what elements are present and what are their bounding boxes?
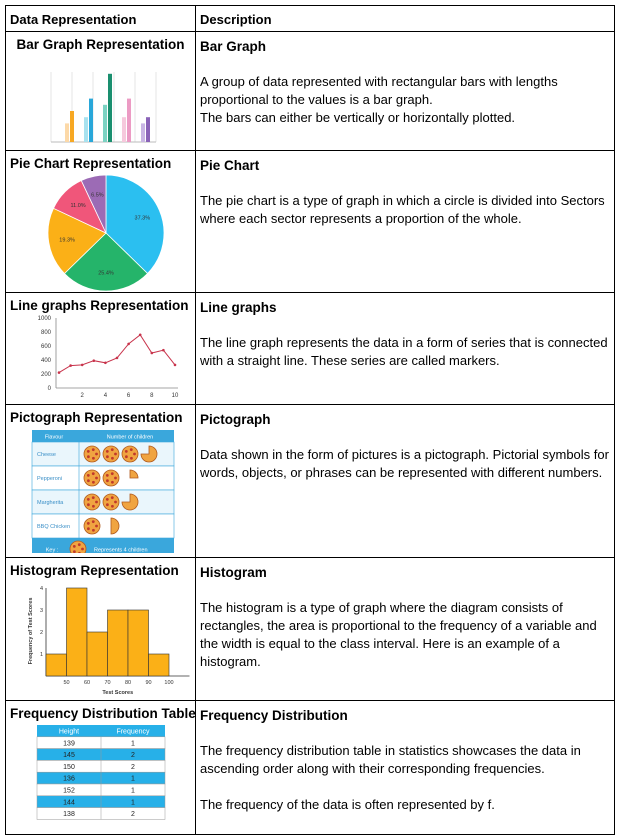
line-x-tick-label: 2 [80,393,84,399]
line-graph-desc-line: The line graph represents the data in a form of series that is connected with a straight line. These series are called markers. [200,335,608,368]
bar-graph-chart [6,52,195,147]
pie-chart [6,171,195,291]
line-point [93,359,96,362]
pizza-topping [133,453,136,456]
bar-mark [146,117,150,142]
line-y-tick-label: 400 [40,358,51,364]
hist-x-tick-label: 100 [164,680,174,686]
bar-graph-cell [6,32,196,151]
line-graph-desc-title: Line graphs [200,300,277,315]
pizza-topping [111,457,114,460]
pizza-topping [106,474,109,477]
bar-graph-desc-title: Bar Graph [200,39,267,54]
hist-y-tick-label: 2 [39,630,43,636]
pizza-topping [111,472,114,475]
line-x-tick-label: 4 [103,393,108,399]
hist-bar [128,610,149,676]
pizza-topping [92,472,95,475]
pizza-topping [87,455,90,458]
row-line-graph [6,293,615,405]
pizza-topping [111,496,114,499]
line-y-tick-label: 800 [40,330,51,336]
pizza-topping [130,457,133,460]
hist-y-tick-label: 3 [39,608,43,614]
bar-mark [122,117,126,142]
pizza-topping [125,450,128,453]
bar-mark [84,117,88,142]
pie-chart-cell [6,151,196,293]
histogram-description-cell [196,558,615,701]
bar-graph-desc-line: The bars can either be vertically or horizontally plotted. [200,110,516,125]
pizza-topping [92,505,95,508]
header-row [6,6,615,32]
pizza-topping [111,505,114,508]
pizza-topping [106,498,109,501]
freq-header-height: Height [58,728,80,736]
freq-header-frequency: Frequency [116,728,150,736]
pizza-topping [130,448,133,451]
pizza-topping [125,455,128,458]
bar-graph-description-cell [196,32,615,151]
line-point [104,362,107,365]
pizza-topping [106,479,109,482]
frequency-table-title: Frequency Distribution Table [10,706,196,721]
bar-mark [65,123,69,142]
freq-height-value: 150 [63,763,75,771]
frequency-table [6,721,195,831]
freq-height-value: 136 [63,775,75,783]
pizza-topping [106,503,109,506]
histogram-title: Histogram Representation [10,563,179,578]
pizza-topping [106,455,109,458]
line-graph-chart [6,313,195,403]
line-y-tick-label: 200 [40,372,51,378]
line-x-tick-label: 8 [150,393,154,399]
pie-slice-label: 6.5% [91,192,104,199]
histogram-cell [6,558,196,701]
frequency-table-cell [6,701,196,835]
row-histogram [6,558,615,701]
pizza-topping [114,453,117,456]
pizza-topping [87,522,90,525]
line-point [69,364,72,367]
bar-mark [89,99,93,142]
pie-chart-description-cell [196,151,615,293]
picto-header-flavour: Flavour [44,434,64,441]
pizza-topping [111,481,114,484]
hist-bar [149,654,170,676]
hist-x-tick-label: 90 [145,680,152,686]
freq-height-value: 145 [63,752,75,760]
freq-height-value: 152 [63,787,75,795]
hist-bar [108,610,129,676]
pizza-topping [87,527,90,530]
pizza-topping [92,481,95,484]
pizza-topping [81,548,84,551]
pictograph-desc-title: Pictograph [200,412,271,427]
line-y-tick-label: 600 [40,344,51,350]
freq-frequency-value: 2 [131,811,135,819]
pie-slice-label: 11.0% [70,203,86,210]
histogram-desc-line: The histogram is a type of graph where the diagram consists of rectangles, the area is proportional to the frequency of a variable and the width is equal to the class interval. Here is an example of a histogram. [200,600,597,669]
row-pie-chart [6,151,615,293]
pictograph-desc-line: Data shown in the form of pictures is a pictograph. Pictorial symbols for words, objects, or phrases can be represented with different numbers. [200,447,609,480]
pictograph-description-cell [196,405,615,558]
frequency-desc-line: The frequency of the data is often represented by f. [200,797,495,812]
picto-key-label: Key : [45,547,59,553]
pie-slice-label: 19.3% [59,237,75,244]
header-cell-representation [6,6,196,32]
hist-bar [87,632,108,676]
pizza-topping [95,501,98,504]
pizza-topping [114,501,117,504]
freq-height-value: 144 [63,799,75,807]
picto-header-count: Number of children [106,434,154,441]
pizza-topping [78,543,81,546]
freq-frequency-value: 1 [131,740,135,748]
freq-frequency-value: 1 [131,799,135,807]
line-point [151,352,154,355]
frequency-desc-line: The frequency distribution table in statistics showcases the data in ascending order along with their corresponding frequencies. [200,743,581,776]
header-cell-description [196,6,615,32]
hist-bar [46,654,67,676]
pizza-topping [111,448,114,451]
hist-x-tick-label: 50 [63,680,70,686]
line-graph-title: Line graphs Representation [10,298,189,313]
pizza-topping [106,450,109,453]
pizza-topping [73,545,76,548]
histogram-chart [6,578,195,698]
hist-x-tick-label: 80 [124,680,132,686]
picto-key-text: Represents 4 children [94,547,148,553]
frequency-description-cell [196,701,615,835]
hist-bar [67,588,88,676]
freq-frequency-value: 1 [131,775,135,783]
comparison-table-wrapper [5,5,615,835]
line-series [59,335,175,373]
freq-height-value: 138 [63,811,75,819]
pizza-topping [95,525,98,528]
pizza-topping [92,457,95,460]
pizza-topping [114,477,117,480]
line-y-tick-label: 1000 [37,316,51,322]
line-point [162,349,165,352]
hist-x-tick-label: 60 [83,680,91,686]
header-representation-label: Data Representation [10,12,137,27]
pizza-topping [73,550,76,553]
pie-chart-title: Pie Chart Representation [10,156,172,171]
pictograph-title: Pictograph Representation [10,410,183,425]
line-point [174,364,177,367]
bar-graph-title: Bar Graph Representation [16,37,185,52]
pizza-topping [92,529,95,532]
frequency-desc-title: Frequency Distribution [200,708,348,723]
line-point [81,364,84,367]
hist-x-tick-label: 70 [104,680,111,686]
row-bar-graph [6,32,615,151]
picto-flavour-label: BBQ Chicken [37,524,71,530]
line-point [58,371,61,374]
pizza-topping [87,450,90,453]
header-description-label: Description [200,12,272,27]
pizza-topping [95,453,98,456]
pizza-topping [92,448,95,451]
pizza-topping [92,496,95,499]
bar-mark [127,99,131,142]
line-graph-cell [6,293,196,405]
pie-chart-desc-line: The pie chart is a type of graph in which a circle is divided into Sectors where each sector represents a proportion of the whole. [200,193,605,226]
freq-frequency-value: 2 [131,752,135,760]
line-point [116,357,119,360]
pie-slice-label: 25.4% [98,270,114,277]
picto-flavour-label: Margherita [37,500,64,506]
line-y-tick-label: 0 [47,386,51,392]
bar-graph-desc-line: A group of data represented with rectangular bars with lengths proportional to the values is a bar graph. [200,74,558,107]
pizza-topping [87,474,90,477]
pizza-key-icon [70,541,86,553]
freq-frequency-value: 2 [131,763,135,771]
line-graph-description-cell [196,293,615,405]
pizza-topping [87,498,90,501]
bar-mark [108,74,112,142]
hist-y-axis-title: Frequency of Test Scores [28,597,34,665]
bar-mark [103,105,107,142]
freq-height-value: 139 [63,740,75,748]
bar-mark [141,123,145,142]
picto-flavour-label: Cheese [37,452,56,458]
pictograph-chart [6,425,195,553]
pizza-topping [92,520,95,523]
pie-chart-desc-title: Pie Chart [200,158,260,173]
pictograph-cell [6,405,196,558]
bar-mark [70,111,74,142]
line-point [139,334,142,337]
line-x-tick-label: 6 [126,393,131,399]
line-x-tick-label: 10 [171,393,179,399]
pizza-topping [87,503,90,506]
line-point [127,343,130,346]
row-frequency-distribution [6,701,615,835]
histogram-desc-title: Histogram [200,565,267,580]
hist-y-tick-label: 4 [39,586,43,592]
data-representation-table [5,5,615,835]
pizza-topping [87,479,90,482]
hist-y-tick-label: 1 [39,652,43,658]
hist-x-axis-title: Test Scores [102,690,134,696]
picto-flavour-label: Pepperoni [37,476,63,482]
row-pictograph [6,405,615,558]
freq-frequency-value: 1 [131,787,135,795]
pizza-topping [95,477,98,480]
pie-slice-label: 37.3% [134,215,151,222]
